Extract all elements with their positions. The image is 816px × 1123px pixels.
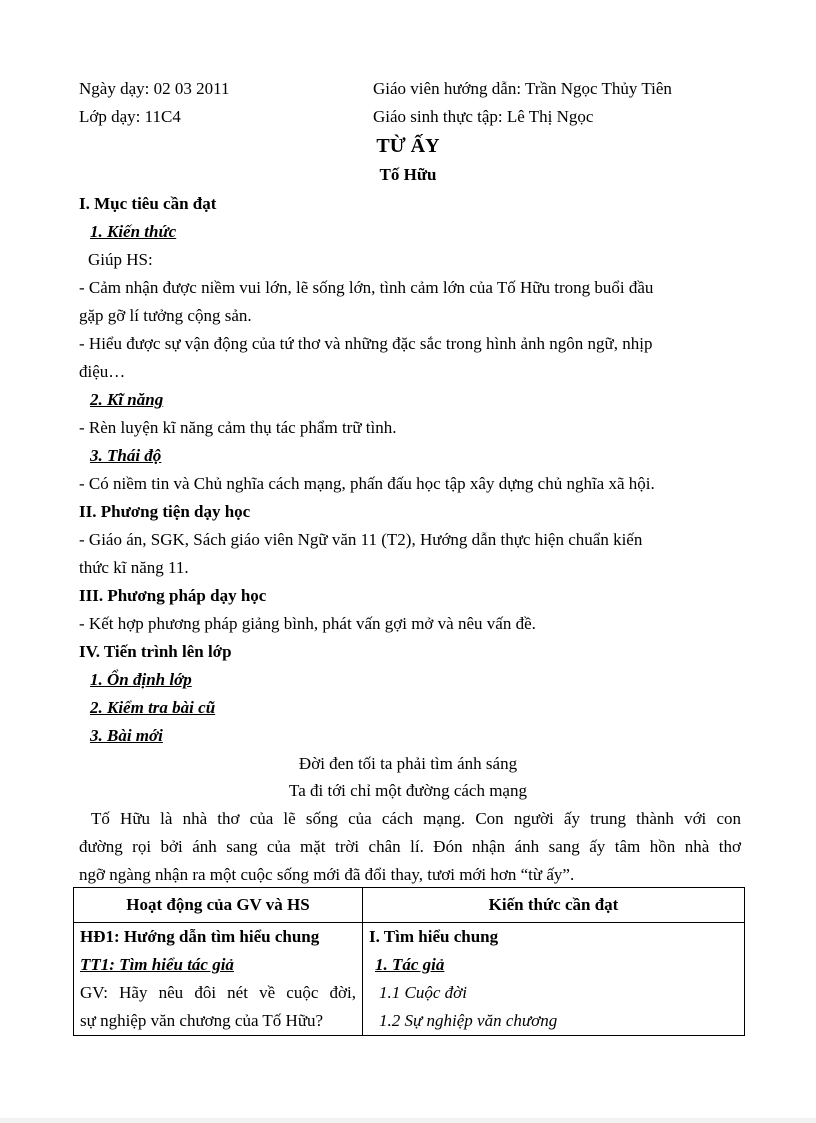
table-row (74, 923, 745, 1036)
section-materials-heading: II. Phương tiện dạy học (79, 502, 251, 521)
lesson-title: TỪ ẤY (376, 135, 440, 157)
lesson-activity-table (73, 887, 745, 1036)
activity-hd1: HĐ1: Hướng dẫn tìm hiểu chung (80, 927, 320, 946)
activity-tt1: TT1: Tìm hiểu tác giả (80, 955, 234, 974)
knowledge-author: 1. Tác giả (375, 955, 445, 974)
lesson-author: Tố Hữu (379, 165, 437, 184)
knowledge-item-2-line1: - Hiểu được sự vận động của tứ thơ và những đặc sắc trong hình ảnh ngôn ngữ, nhịp (79, 334, 653, 353)
attitude-text: - Có niềm tin và Chủ nghĩa cách mạng, phấn đấu học tập xây dựng chủ nghĩa xã hội. (79, 474, 655, 493)
section-objectives-heading: I. Mục tiêu cần đạt (79, 194, 217, 213)
class-name: Lớp dạy: 11C4 (79, 107, 181, 126)
verse-line-2: Ta đi tới chỉ một đường cách mạng (289, 781, 527, 800)
table-cell-knowledge (363, 923, 745, 1036)
supervisor-teacher: Giáo viên hướng dẫn: Trần Ngọc Thủy Tiên (373, 79, 672, 98)
activity-question-line2: sự nghiệp văn chương của Tố Hữu? (80, 1011, 324, 1030)
knowledge-item-2-line2: điệu… (79, 362, 126, 381)
section-methods-heading: III. Phương pháp dạy học (79, 586, 267, 605)
help-students-text: Giúp HS: (88, 250, 153, 269)
intro-line-1: Tố Hữu là nhà thơ của lẽ sống của cách mạng. Con người ấy trung thành với con (91, 809, 741, 828)
knowledge-author-career: 1.2 Sự nghiệp văn chương (379, 1011, 558, 1030)
table-header-activities: Hoạt động của GV và HS (74, 888, 363, 923)
activity-question-line1: GV: Hãy nêu đôi nét về cuộc đời, (80, 983, 356, 1002)
skills-heading: 2. Kĩ năng (90, 390, 164, 409)
table-header-knowledge: Kiến thức cần đạt (363, 888, 745, 923)
materials-line2: thức kĩ năng 11. (79, 558, 189, 577)
teaching-date: Ngày dạy: 02 03 2011 (79, 79, 230, 98)
attitude-heading: 3. Thái độ (90, 446, 162, 465)
knowledge-author-life: 1.1 Cuộc đời (379, 983, 467, 1002)
knowledge-item-1-line2: gặp gỡ lí tưởng cộng sản. (79, 306, 252, 325)
knowledge-general: I. Tìm hiểu chung (369, 927, 499, 946)
knowledge-heading: 1. Kiến thức (90, 222, 177, 241)
intro-line-2: đường rọi bởi ánh sang của mặt trời chân lí. Đón nhận ánh sang ấy tâm hồn nhà thơ (79, 837, 741, 856)
step-new-lesson: 3. Bài mới (90, 726, 163, 745)
step-review-old-lesson: 2. Kiểm tra bài cũ (90, 698, 216, 717)
verse-line-1: Đời đen tối ta phải tìm ánh sáng (298, 754, 518, 773)
student-teacher: Giáo sinh thực tập: Lê Thị Ngọc (373, 107, 594, 126)
intro-line-3: ngỡ ngàng nhận ra một cuộc sống mới đã đổi thay, tươi mới hơn “từ ấy”. (79, 865, 575, 884)
step-class-organization: 1. Ổn định lớp (90, 670, 192, 689)
methods-text: - Kết hợp phương pháp giảng bình, phát vấn gợi mở và nêu vấn đề. (79, 614, 536, 633)
table-cell-activities (74, 923, 363, 1036)
page-bottom-edge (0, 1118, 816, 1123)
materials-line1: - Giáo án, SGK, Sách giáo viên Ngữ văn 11 (T2), Hướng dẫn thực hiện chuẩn kiến (79, 530, 643, 549)
knowledge-item-1-line1: - Cảm nhận được niềm vui lớn, lẽ sống lớn, tình cảm lớn của Tố Hữu trong buổi đầu (79, 278, 654, 297)
skills-text: - Rèn luyện kĩ năng cảm thụ tác phẩm trữ tình. (79, 418, 397, 437)
section-procedure-heading: IV. Tiến trình lên lớp (79, 642, 232, 661)
table-header-row (74, 888, 745, 923)
